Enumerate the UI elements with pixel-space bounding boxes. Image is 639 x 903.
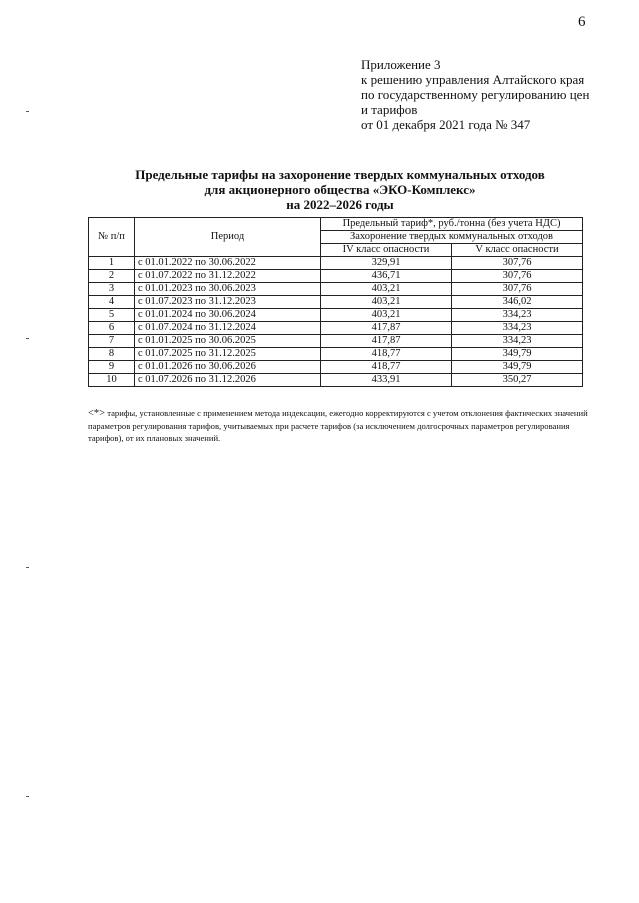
margin-mark (26, 338, 29, 339)
appendix-line: и тарифов (361, 102, 418, 117)
cell-num: 9 (89, 361, 135, 374)
table-row (89, 348, 583, 361)
cell-period: с 01.01.2023 по 30.06.2023 (135, 283, 321, 296)
cell-period: с 01.01.2026 по 30.06.2026 (135, 361, 321, 374)
cell-class4: 417,87 (321, 322, 452, 335)
cell-class4: 417,87 (321, 335, 452, 348)
header-service: Захоронение твердых коммунальных отходов (321, 231, 583, 244)
cell-period: с 01.01.2025 по 30.06.2025 (135, 335, 321, 348)
cell-num: 1 (89, 257, 135, 270)
table-row (89, 283, 583, 296)
cell-class5: 307,76 (452, 270, 583, 283)
footnote-marker: <*> (88, 408, 106, 419)
title-line: для акционерного общества «ЭКО-Комплекс» (204, 182, 476, 197)
cell-num: 3 (89, 283, 135, 296)
header-num: № п/п (89, 218, 135, 257)
cell-class4: 418,77 (321, 361, 452, 374)
cell-num: 6 (89, 322, 135, 335)
cell-period: с 01.01.2022 по 30.06.2022 (135, 257, 321, 270)
footnote-text: тарифы, установленные с применением метода индексации, ежегодно корректируются с учетом отклонения фактических значений параметров регулирования тарифов, учитываемых при расчете тарифов (за исключением долгосрочных параметров регулирования тарифов), от их плановых значений. (88, 408, 588, 443)
cell-class5: 307,76 (452, 257, 583, 270)
title-line: Предельные тарифы на захоронение твердых коммунальных отходов (135, 167, 545, 182)
cell-class4: 329,91 (321, 257, 452, 270)
cell-num: 7 (89, 335, 135, 348)
cell-period: с 01.01.2024 по 30.06.2024 (135, 309, 321, 322)
cell-class4: 403,21 (321, 296, 452, 309)
table-row (89, 335, 583, 348)
document-title (80, 167, 600, 212)
cell-period: с 01.07.2026 по 31.12.2026 (135, 374, 321, 387)
cell-num: 5 (89, 309, 135, 322)
cell-period: с 01.07.2022 по 31.12.2022 (135, 270, 321, 283)
cell-class4: 403,21 (321, 309, 452, 322)
cell-num: 10 (89, 374, 135, 387)
tariff-table (88, 217, 583, 387)
appendix-block (361, 57, 631, 132)
cell-class4: 433,91 (321, 374, 452, 387)
header-class5: V класс опасности (452, 244, 583, 257)
cell-class5: 349,79 (452, 361, 583, 374)
header-tariff: Предельный тариф*, руб./тонна (без учета НДС) (321, 218, 583, 231)
cell-num: 2 (89, 270, 135, 283)
cell-class5: 346,02 (452, 296, 583, 309)
title-line: на 2022–2026 годы (286, 197, 394, 212)
table-row (89, 374, 583, 387)
cell-class5: 350,27 (452, 374, 583, 387)
cell-class4: 403,21 (321, 283, 452, 296)
cell-period: с 01.07.2024 по 31.12.2024 (135, 322, 321, 335)
cell-class5: 334,23 (452, 309, 583, 322)
page-number: 6 (578, 14, 586, 30)
tariff-rows (89, 257, 583, 387)
cell-class5: 349,79 (452, 348, 583, 361)
cell-num: 8 (89, 348, 135, 361)
appendix-line: Приложение 3 (361, 57, 441, 72)
cell-class5: 307,76 (452, 283, 583, 296)
cell-period: с 01.07.2025 по 31.12.2025 (135, 348, 321, 361)
table-row (89, 322, 583, 335)
header-period: Период (135, 218, 321, 257)
header-class4: IV класс опасности (321, 244, 452, 257)
appendix-line: от 01 декабря 2021 года № 347 (361, 117, 531, 132)
table-row (89, 309, 583, 322)
cell-num: 4 (89, 296, 135, 309)
cell-class5: 334,23 (452, 335, 583, 348)
margin-mark (26, 796, 29, 797)
cell-period: с 01.07.2023 по 31.12.2023 (135, 296, 321, 309)
cell-class4: 436,71 (321, 270, 452, 283)
table-row (89, 270, 583, 283)
cell-class5: 334,23 (452, 322, 583, 335)
table-row (89, 257, 583, 270)
table-row (89, 296, 583, 309)
margin-mark (26, 111, 29, 112)
appendix-line: к решению управления Алтайского края (361, 72, 585, 87)
appendix-line: по государственному регулированию цен (361, 87, 590, 102)
table-row (89, 361, 583, 374)
margin-mark (26, 567, 29, 568)
footnote (88, 407, 588, 444)
cell-class4: 418,77 (321, 348, 452, 361)
